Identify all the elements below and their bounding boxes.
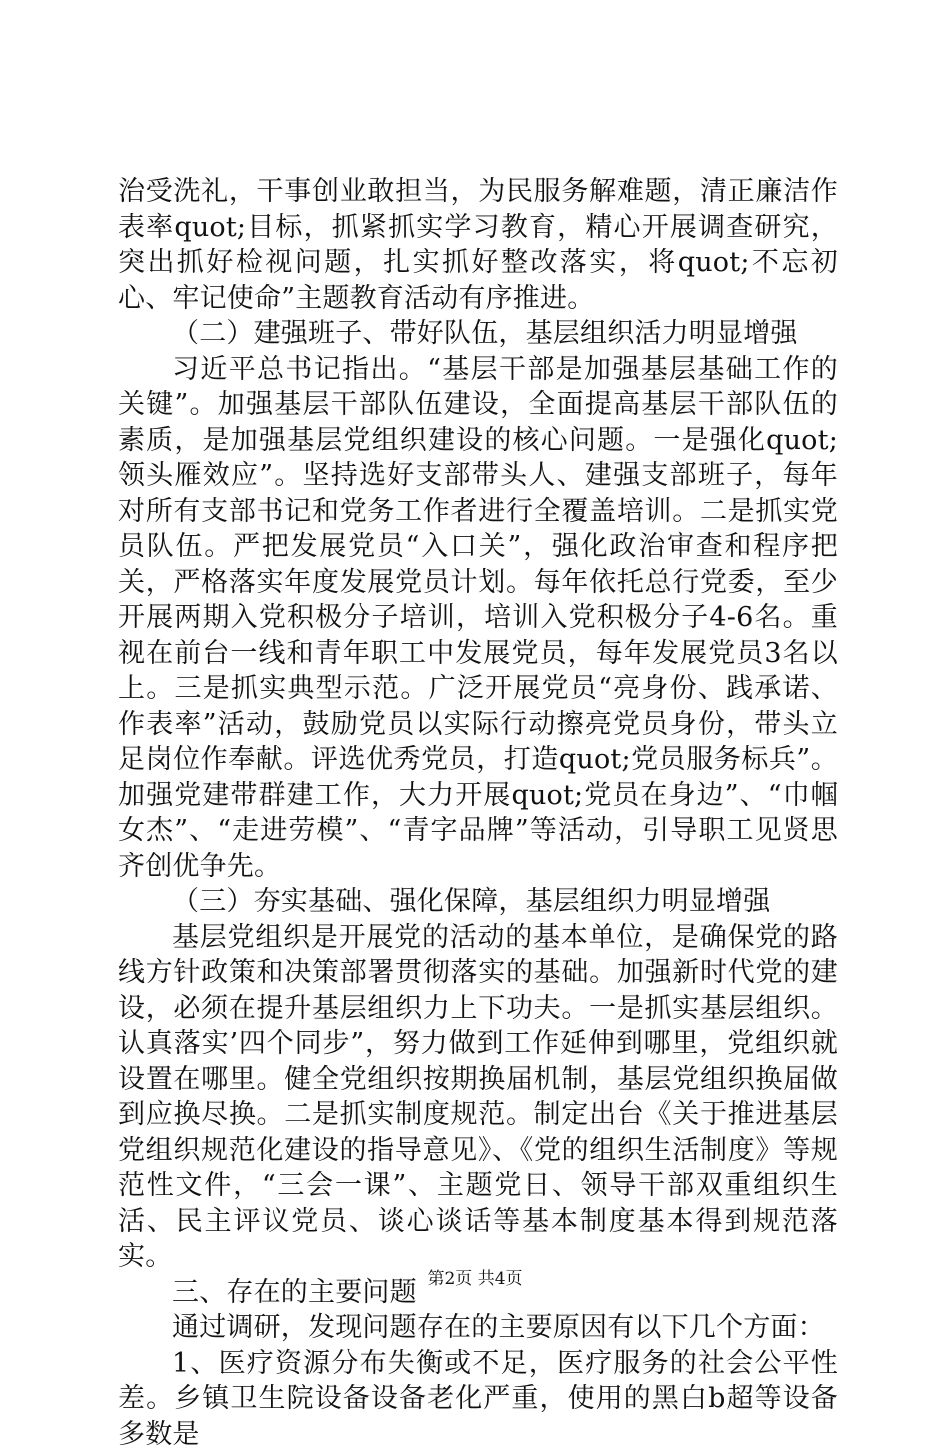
document-body <box>118 174 838 1452</box>
section-heading-2: （二）建强班子、带好队伍，基层组织活力明显增强 <box>118 316 838 352</box>
paragraph-research-intro: 通过调研，发现问题存在的主要原因有以下几个方面： <box>118 1310 838 1346</box>
paragraph-medical-resources: 1、医疗资源分布失衡或不足，医疗服务的社会公平性差。乡镇卫生院设备设备老化严重，使用的黑白b超等设备多数是 <box>118 1346 838 1452</box>
paragraph-foundation: 基层党组织是开展党的活动的基本单位，是确保党的路线方针政策和决策部署贯彻落实的基础。加强新时代党的建设，必须在提升基层组织力上下功夫。一是抓实基层组织。认真落实’四个同步”，努力做到工作延伸到哪里，党组织就设置在哪里。健全党组织按期换届机制，基层党组织换届做到应换尽换。二是抓实制度规范。制定出台《关于推进基层党组织规范化建设的指导意见》、《党的组织生活制度》等规范性文件，“三会一课”、主题党日、领导干部双重组织生活、民主评议党员、谈心谈话等基本制度基本得到规范落实。 <box>118 920 838 1275</box>
page-footer: 第2页 共4页 <box>0 1268 950 1290</box>
section-heading-3: （三）夯实基础、强化保障，基层组织力明显增强 <box>118 884 838 920</box>
paragraph-team-building: 习近平总书记指出。“基层干部是加强基层基础工作的关键”。加强基层干部队伍建设，全面提高基层干部队伍的素质，是加强基层党组织建设的核心问题。一是强化quot;领头雁效应”。坚持选好支部带头人、建强支部班子，每年对所有支部书记和党务工作者进行全覆盖培训。二是抓实党员队伍。严把发展党员“入口关”，强化政治审查和程序把关，严格落实年度发展党员计划。每年依托总行党委，至少开展两期入党积极分子培训，培训入党积极分子4-6名。重视在前台一线和青年职工中发展党员，每年发展党员3名以上。三是抓实典型示范。广泛开展党员“亮身份、践承诺、作表率”活动，鼓励党员以实际行动擦亮党员身份，带头立足岗位作奉献。评选优秀党员，打造quot;党员服务标兵”。加强党建带群建工作，大力开展quot;党员在身边”、“巾帼女杰”、“走进劳模”、“青字品牌”等活动，引导职工见贤思齐创优争先。 <box>118 352 838 885</box>
section-heading-problems: 三、存在的主要问题 <box>118 1275 838 1311</box>
paragraph-continuation: 治受洗礼，干事创业敢担当，为民服务解难题，清正廉洁作表率quot;目标，抓紧抓实学习教育，精心开展调查研究，突出抓好检视问题，扎实抓好整改落实，将quot;不忘初心、牢记使命”主题教育活动有序推进。 <box>118 174 838 316</box>
